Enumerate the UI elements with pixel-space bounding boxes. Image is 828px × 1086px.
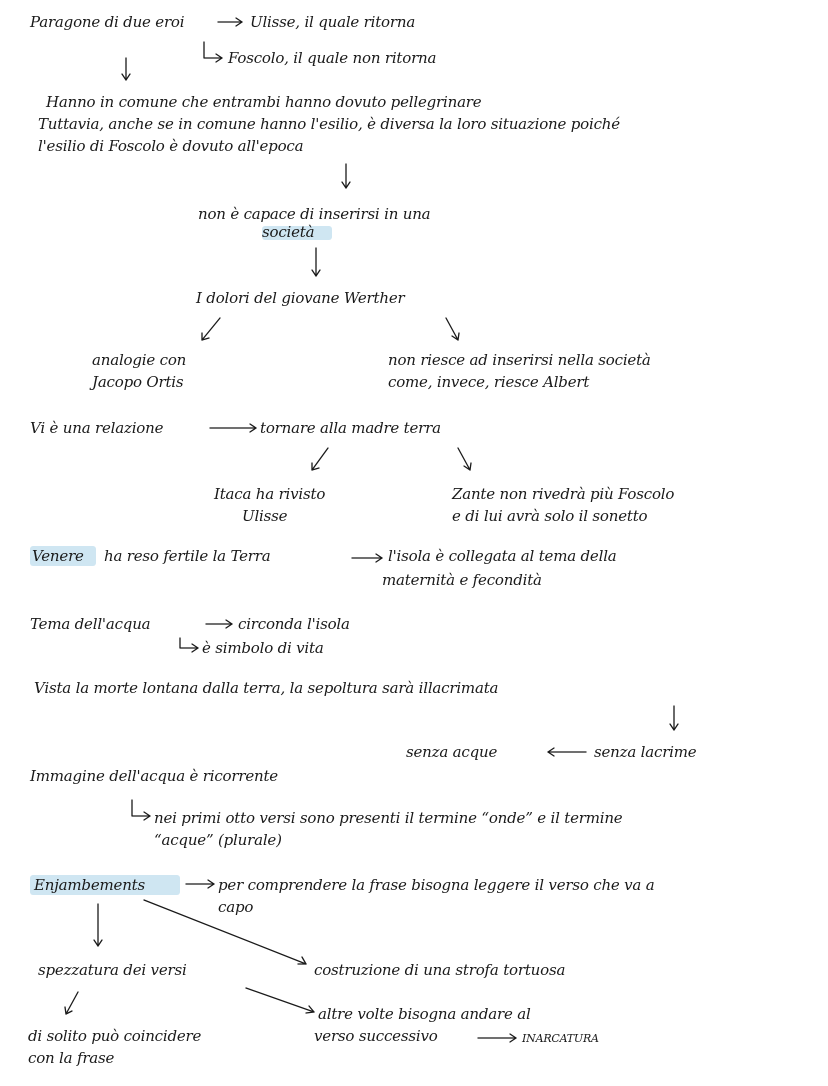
- senza-lacrime: senza lacrime: [594, 743, 697, 761]
- analogie-line2: Jacopo Ortis: [92, 373, 184, 391]
- hook-arrow-icon: [204, 42, 222, 62]
- arrow-right-icon: [478, 1034, 516, 1042]
- para1-line2: Tuttavia, anche se in comune hanno l'esilio, è diversa la loro situazione poiché: [38, 115, 620, 133]
- para1-line1: Hanno in comune che entrambi hanno dovuto pellegrinare: [46, 93, 482, 111]
- foscolo-note: Foscolo, il quale non ritorna: [228, 49, 437, 67]
- werther-title: I dolori del giovane Werther: [196, 289, 405, 307]
- arrow-diag-right-icon: [246, 988, 314, 1013]
- arrow-diag-left-icon: [65, 992, 78, 1014]
- analogie-line1: analogie con: [92, 351, 187, 369]
- hook-arrow-icon: [132, 800, 150, 820]
- acqua-b: è simbolo di vita: [202, 639, 324, 657]
- arrow-left-icon: [548, 748, 586, 756]
- society-line1: non è capace di inserirsi in una: [198, 205, 431, 223]
- arrow-right-icon: [352, 554, 382, 562]
- arrow-diag-left-icon: [312, 448, 328, 470]
- arrow-down-icon: [342, 164, 350, 188]
- arrow-right-icon: [206, 620, 232, 628]
- venere-word: Venere: [32, 547, 84, 565]
- itaca-line2: Ulisse: [242, 507, 288, 525]
- relazione-text: Vi è una relazione: [30, 419, 164, 437]
- morte-text: Vista la morte lontana dalla terra, la sepoltura sarà illacrimata: [34, 679, 499, 697]
- arrow-diag-left-icon: [202, 318, 220, 340]
- werther-right-line2: come, invece, riesce Albert: [388, 373, 590, 391]
- relazione-target: tornare alla madre terra: [260, 419, 441, 437]
- para1-line3: l'esilio di Foscolo è dovuto all'epoca: [38, 137, 304, 155]
- costruzione-text: costruzione di una strofa tortuosa: [314, 961, 566, 979]
- zante-line1: Zante non rivedrà più Foscolo: [452, 485, 675, 503]
- arrow-diag-right-icon: [446, 318, 459, 340]
- arrow-down-icon: [94, 904, 102, 946]
- arrow-down-icon: [122, 58, 130, 80]
- venere-rest: ha reso fertile la Terra: [104, 547, 271, 565]
- arrow-right-icon: [186, 880, 214, 888]
- inarcatura-text: INARCATURA: [522, 1032, 599, 1045]
- enjamb-a-line1: per comprendere la frase bisogna leggere il verso che va a: [218, 876, 655, 894]
- werther-right-line1: non riesce ad inserirsi nella società: [388, 351, 651, 369]
- hook-arrow-icon: [180, 638, 198, 652]
- arrow-down-icon: [312, 248, 320, 276]
- versi-line1: nei primi otto versi sono presenti il termine “onde” e il termine: [154, 809, 623, 827]
- enjambements-title: Enjambements: [34, 876, 145, 894]
- coincide-line1: di solito può coincidere: [28, 1027, 202, 1045]
- coincide-line2: con la frase: [28, 1049, 115, 1067]
- altre-line2: verso successivo: [314, 1027, 438, 1045]
- venere-target-line2: maternità e fecondità: [382, 571, 542, 589]
- versi-line2: “acque” (plurale): [154, 831, 282, 849]
- arrow-right-icon: [218, 18, 242, 26]
- paragone-title: Paragone di due eroi: [30, 13, 185, 31]
- acqua-title: Tema dell'acqua: [30, 615, 151, 633]
- arrow-diag-right-icon: [458, 448, 471, 470]
- enjamb-a-line2: capo: [218, 898, 254, 916]
- arrow-down-icon: [670, 706, 678, 730]
- itaca-line1: Itaca ha rivisto: [214, 485, 326, 503]
- altre-line1: altre volte bisogna andare al: [318, 1005, 531, 1023]
- spezzatura-text: spezzatura dei versi: [38, 961, 187, 979]
- arrow-right-icon: [210, 424, 256, 432]
- senza-acque: senza acque: [406, 743, 498, 761]
- ulisse-note: Ulisse, il quale ritorna: [250, 13, 416, 31]
- acqua-a: circonda l'isola: [238, 615, 350, 633]
- immagine-acqua: Immagine dell'acqua è ricorrente: [30, 767, 278, 785]
- zante-line2: e di lui avrà solo il sonetto: [452, 507, 648, 525]
- society-line2: società: [262, 223, 315, 241]
- venere-target-line1: l'isola è collegata al tema della: [388, 547, 617, 565]
